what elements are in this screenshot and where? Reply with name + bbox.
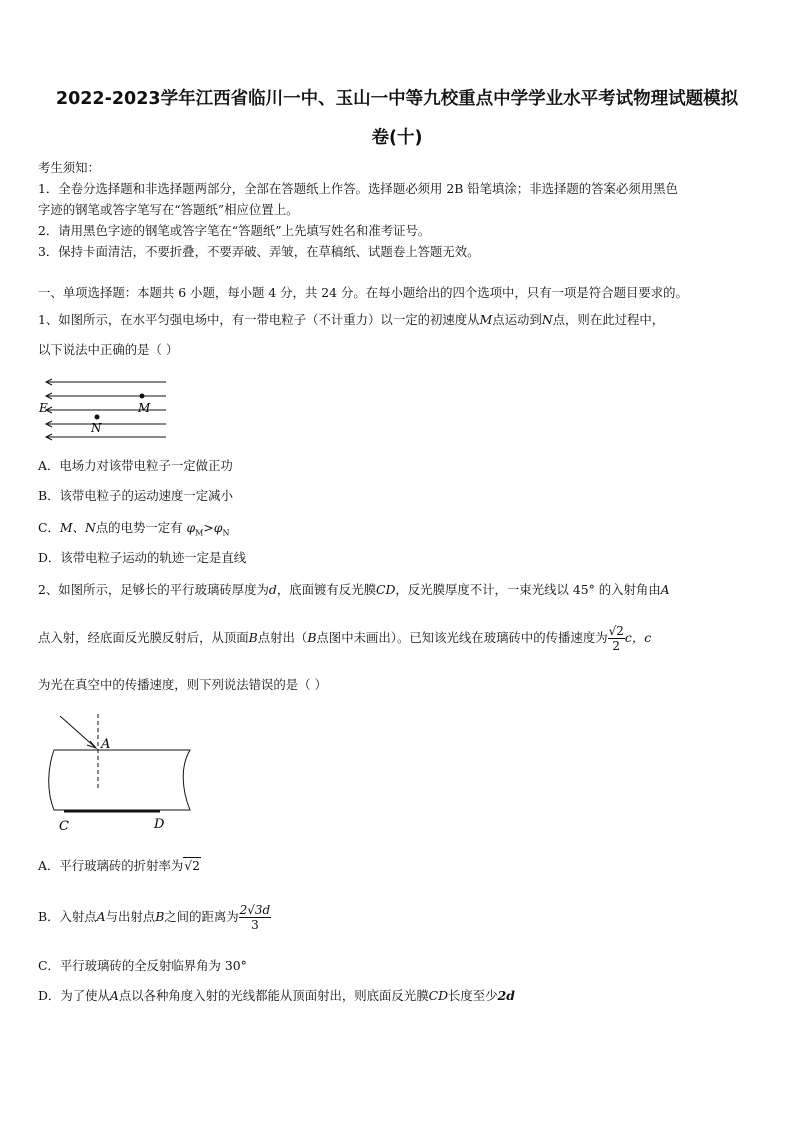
notice-item-3: 3．保持卡面清洁，不要折叠，不要弄破、弄皱，在草稿纸、试题卷上答题无效。: [38, 244, 480, 259]
section-heading: 一、单项选择题：本题共 6 小题，每小题 4 分，共 24 分。在每小题给出的四个选项中，只有一项是符合题目要求的。: [38, 285, 688, 300]
q2-option-b[interactable]: B．入射点A与出射点B之间的距离为 $\frac{2√3d}{3}$: [38, 903, 271, 932]
q1-stem: 1、如图所示，在水平匀强电场中，有一带电粒子（不计重力）以一定的初速度从M点运动到N点，则在此过程中，: [38, 312, 665, 327]
q1-option-c[interactable]: C．M、N点的电势一定有 $\varphi_M>\varphi_N$: [38, 520, 230, 538]
sqrt-2: √2: [184, 858, 201, 873]
point-M: [140, 394, 145, 399]
q1-option-b[interactable]: B．该带电粒子的运动速度一定减小: [38, 488, 233, 503]
q1-option-d[interactable]: D．该带电粒子运动的轨迹一定是直线: [38, 550, 247, 565]
q1-stem-cont: 以下说法中正确的是（ ）: [38, 342, 179, 357]
q2-stem-cont2: 为光在真空中的传播速度，则下列说法错误的是（ ）: [38, 677, 327, 692]
label-E: E: [39, 401, 48, 415]
distance-fraction: $\frac{2√3d}{3}$: [239, 903, 271, 932]
exam-title-line2: 卷(十): [371, 128, 423, 148]
q2-stem-cont: 点入射，经底面反光膜反射后，从顶面B点射出（B点图中未画出）。已知该光线在玻璃砖中的传播速度为 $\frac{√2}{2}$ c，c: [38, 624, 652, 653]
point-N: [95, 415, 100, 420]
label-A: A: [101, 737, 111, 752]
q2-option-d[interactable]: D．为了使从A点以各种角度入射的光线都能从顶面射出，则底面反光膜CD长度至少2d: [38, 988, 515, 1003]
q2-stem: 2、如图所示，足够长的平行玻璃砖厚度为d，底面镀有反光膜CD，反光膜厚度不计，一束光线以 45° 的入射角由A: [38, 582, 670, 597]
label-M: M: [138, 401, 151, 415]
speed-fraction: $\frac{√2}{2}$: [608, 624, 624, 653]
label-C: C: [59, 819, 69, 834]
notice-item-1: 1．全卷分选择题和非选择题两部分，全部在答题纸上作答。选择题必须用 2B 铅笔填涂；非选择题的答案必须用黑色: [38, 181, 678, 196]
q1-field-figure: [36, 372, 176, 442]
incident-ray: [60, 716, 96, 748]
q2-option-a[interactable]: A．平行玻璃砖的折射率为√2: [38, 858, 201, 873]
notice-heading: 考生须知：: [38, 160, 100, 175]
notice-item-1-cont: 字迹的钢笔或答字笔写在“答题纸”相应位置上。: [38, 202, 299, 217]
glass-block: [49, 750, 190, 810]
label-D: D: [154, 817, 165, 832]
label-N: N: [91, 421, 102, 435]
q2-glass-figure: [44, 712, 204, 836]
exam-title-line1: 2022-2023学年江西省临川一中、玉山一中等九校重点中学学业水平考试物理试题模拟: [55, 89, 739, 109]
notice-item-2: 2．请用黑色字迹的钢笔或答字笔在“答题纸”上先填写姓名和准考证号。: [38, 223, 431, 238]
q2-option-c[interactable]: C．平行玻璃砖的全反射临界角为 30°: [38, 958, 247, 973]
q1-option-a[interactable]: A．电场力对该带电粒子一定做正功: [38, 458, 233, 473]
